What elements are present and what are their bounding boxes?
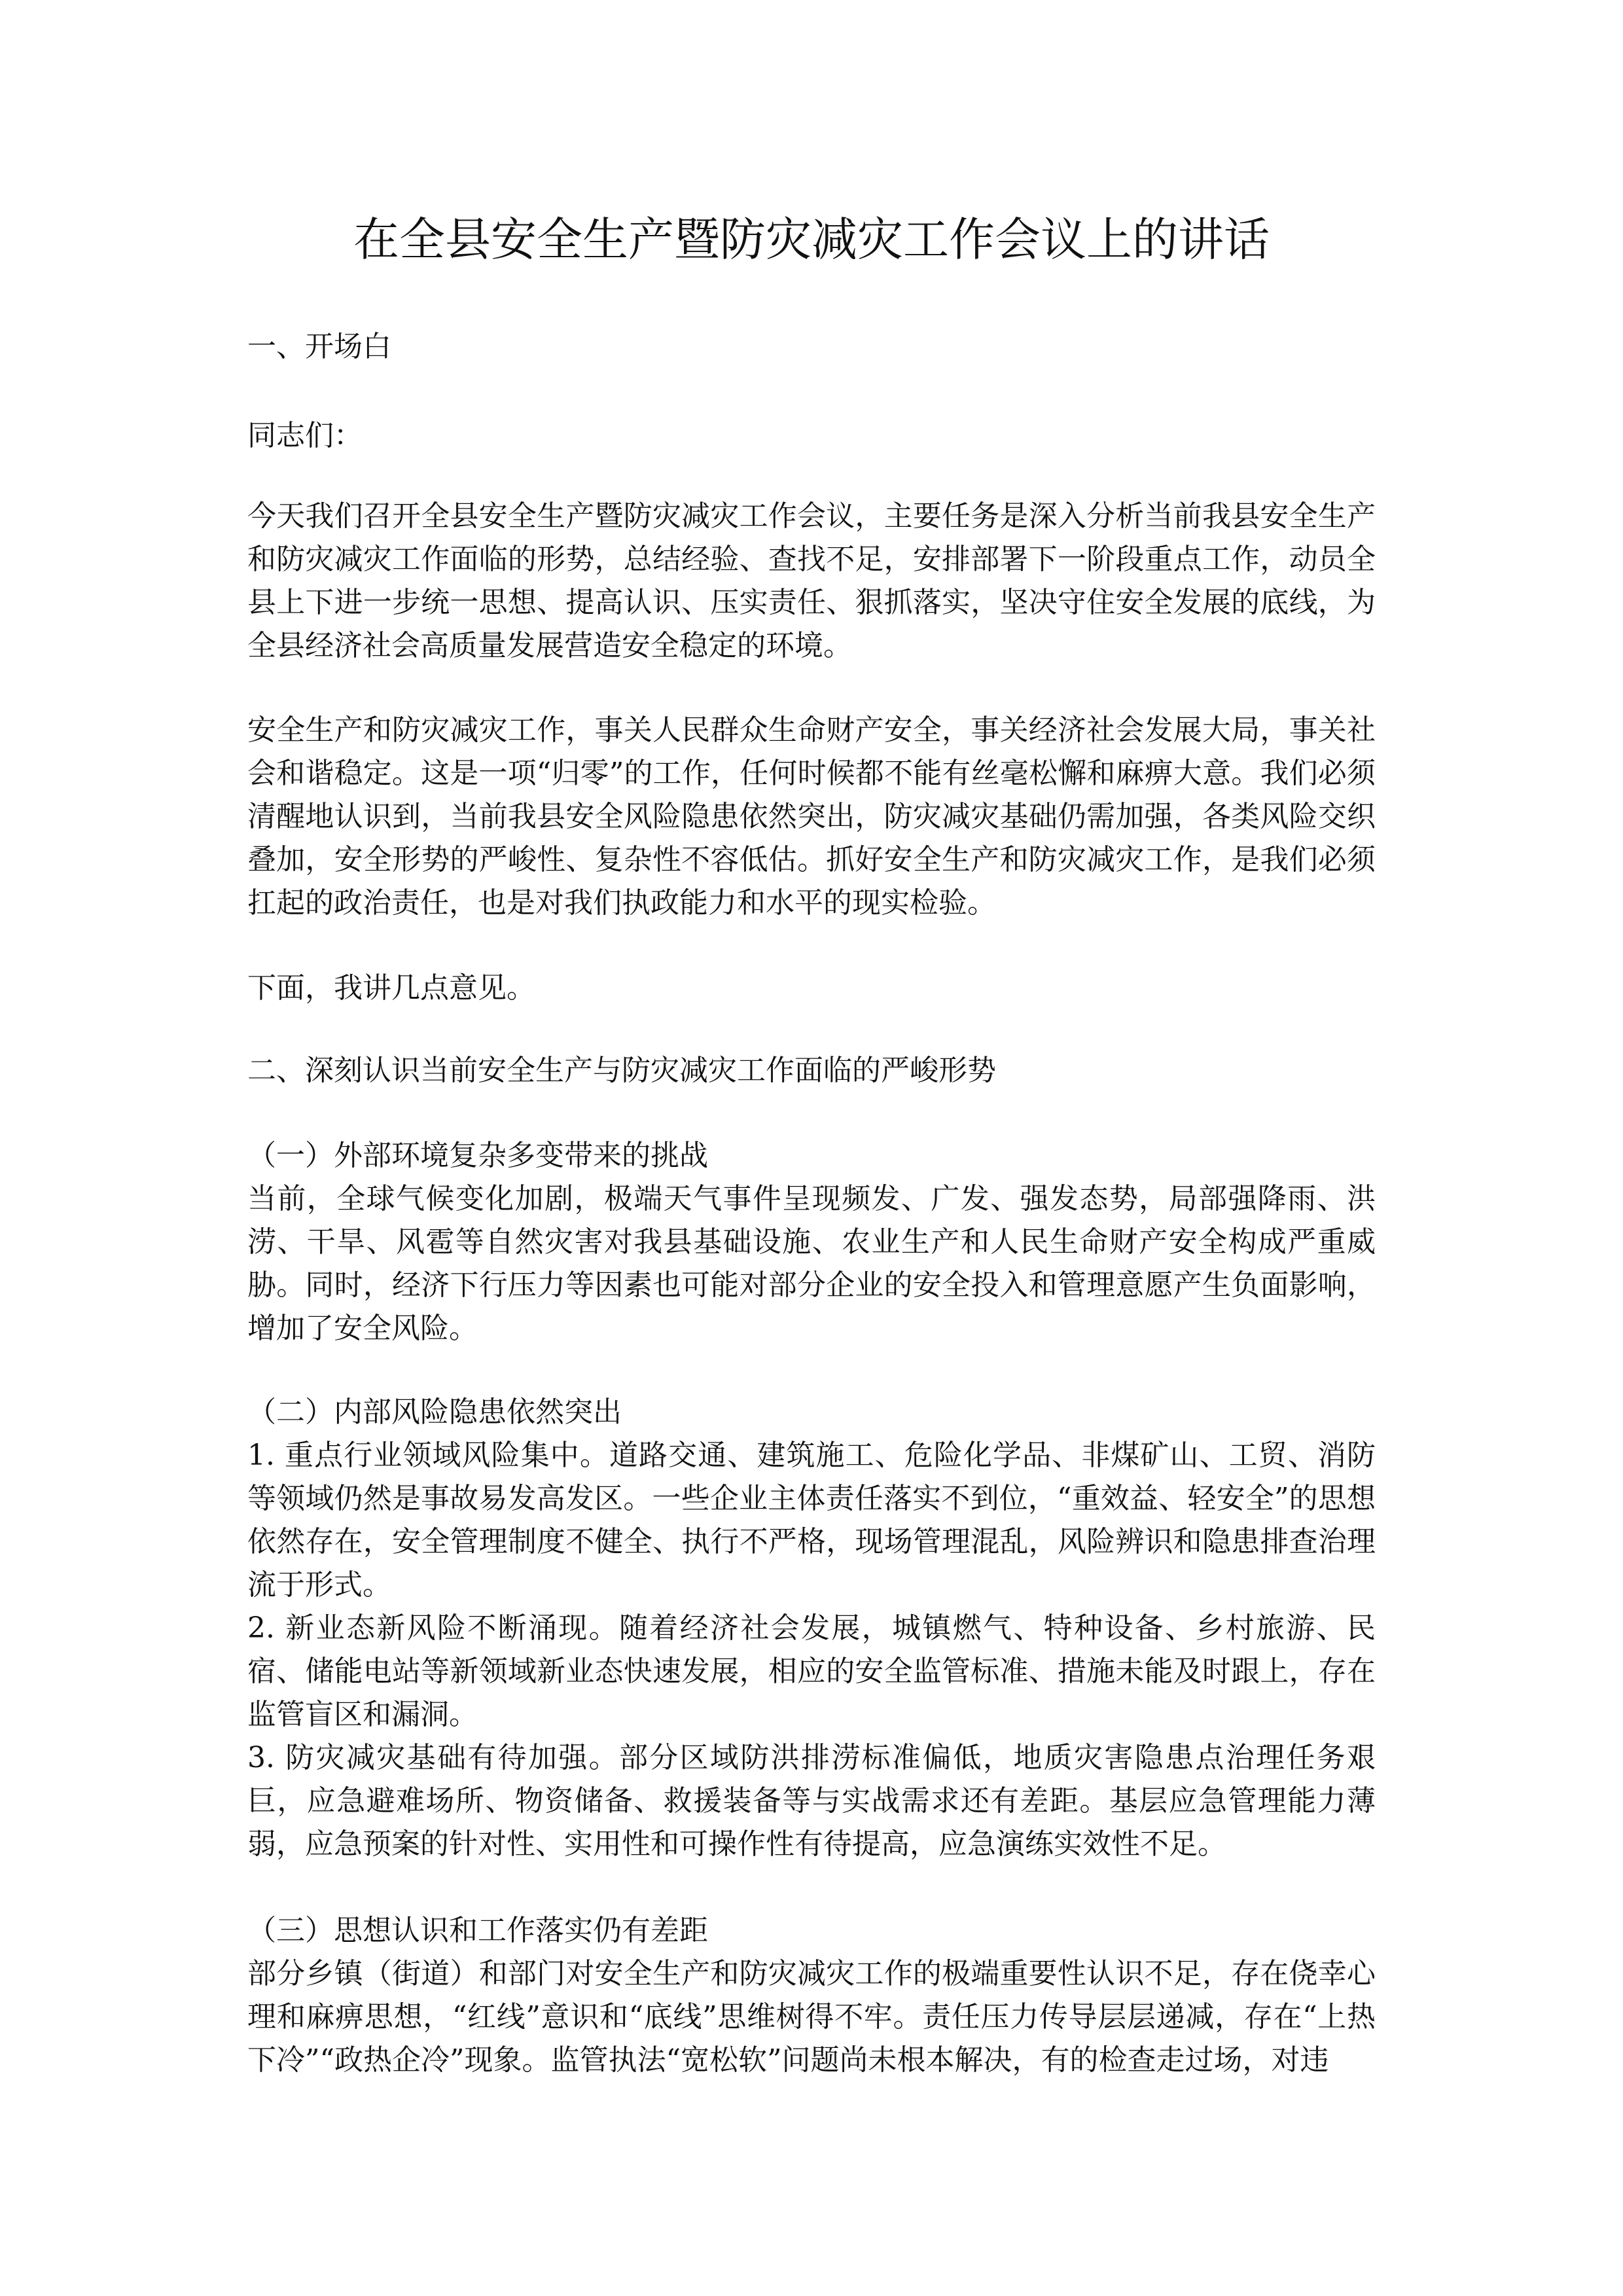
subsection-2-heading: （二）内部风险隐患依然突出 — [247, 1395, 622, 1429]
subsection-1-body: 当前，全球气候变化加剧，极端天气事件呈现频发、广发、强发态势，局部强降雨、洪涝、干旱、风雹等自然灾害对我县基础设施、农业生产和人民生命财产安全构成严重威胁。同时，经济下行压力等因素也可能对部分企业的安全投入和管理意愿产生负面影响，增加了安全风险。 — [247, 1182, 1376, 1345]
subsection-1-heading: （一）外部环境复杂多变带来的挑战 — [247, 1139, 708, 1172]
list-item-1: 1. 重点行业领域风险集中。道路交通、建筑施工、危险化学品、非煤矿山、工贸、消防等领域仍然是事故易发高发区。一些企业主体责任落实不到位，“重效益、轻安全”的思想依然存在，安全管理制度不健全、执行不严格，现场管理混乱，风险辨识和隐患排查治理流于形式。 — [247, 1439, 1376, 1602]
salutation: 同志们： — [247, 419, 363, 452]
intro-paragraph-1: 今天我们召开全县安全生产暨防灾减灾工作会议，主要任务是深入分析当前我县安全生产和防灾减灾工作面临的形势，总结经验、查找不足，安排部署下一阶段重点工作，动员全县上下进一步统一思想、提高认识、压实责任、狠抓落实，坚决守住安全发展的底线，为全县经济社会高质量发展营造安全稳定的环境。 — [247, 499, 1376, 662]
section-1-heading: 一、开场白 — [247, 330, 391, 363]
subsection-3-body: 部分乡镇（街道）和部门对安全生产和防灾减灾工作的极端重要性认识不足，存在侥幸心理和麻痹思想，“红线”意识和“底线”思维树得不牢。责任压力传导层层递减，存在“上热下冷”“政热企冷”现象。监管执法“宽松软”问题尚未根本解决，有的检查走过场，对违 — [247, 1957, 1376, 2077]
intro-paragraph-2: 安全生产和防灾减灾工作，事关人民群众生命财产安全，事关经济社会发展大局，事关社会和谐稳定。这是一项“归零”的工作，任何时候都不能有丝毫松懈和麻痹大意。我们必须清醒地认识到，当前我县安全风险隐患依然突出，防灾减灾基础仍需加强，各类风险交织叠加，安全形势的严峻性、复杂性不容低估。抓好安全生产和防灾减灾工作，是我们必须扛起的政治责任，也是对我们执政能力和水平的现实检验。 — [247, 713, 1376, 920]
document-page — [247, 0, 1376, 2296]
list-item-3: 3. 防灾减灾基础有待加强。部分区域防洪排涝标准偏低，地质灾害隐患点治理任务艰巨，应急避难场所、物资储备、救援装备等与实战需求还有差距。基层应急管理能力薄弱，应急预案的针对性、实用性和可操作性有待提高，应急演练实效性不足。 — [247, 1741, 1376, 1861]
list-item-2: 2. 新业态新风险不断涌现。随着经济社会发展，城镇燃气、特种设备、乡村旅游、民宿、储能电站等新领域新业态快速发展，相应的安全监管标准、措施未能及时跟上，存在监管盲区和漏洞。 — [247, 1611, 1376, 1731]
document-title: 在全县安全生产暨防灾减灾工作会议上的讲话 — [353, 213, 1270, 266]
subsection-3-heading: （三）思想认识和工作落实仍有差距 — [247, 1914, 708, 1947]
intro-paragraph-3: 下面，我讲几点意见。 — [247, 971, 535, 1005]
section-2-heading: 二、深刻认识当前安全生产与防灾减灾工作面临的严峻形势 — [247, 1054, 996, 1087]
